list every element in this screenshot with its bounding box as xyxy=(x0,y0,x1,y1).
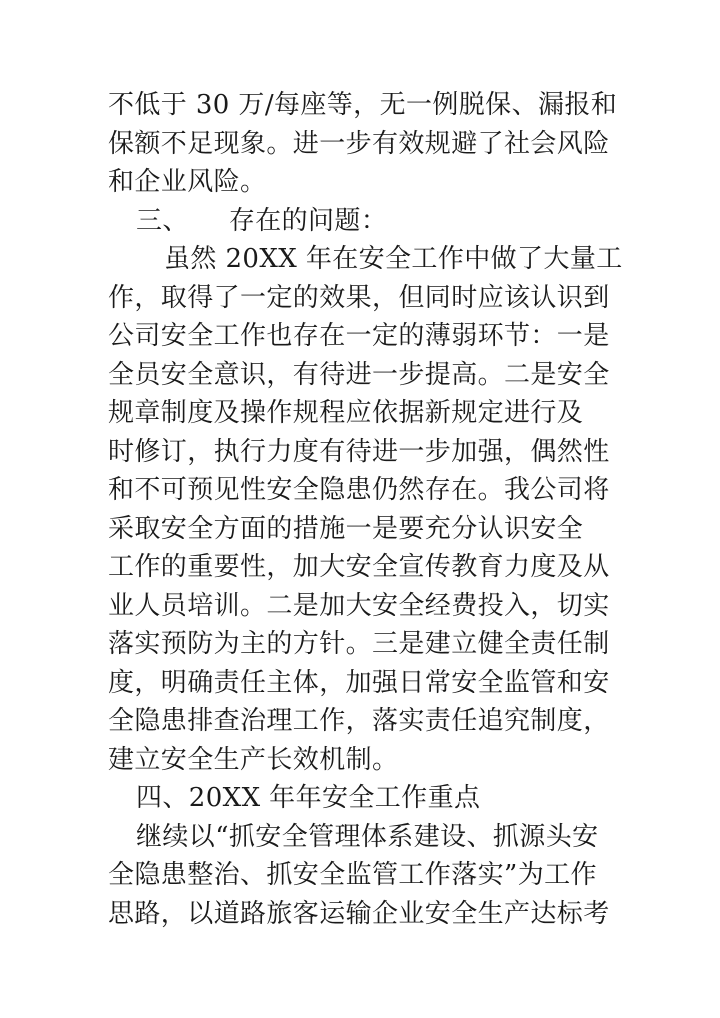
document-body xyxy=(108,86,638,933)
text-line: 采取安全方面的措施一是要充分认识安全 xyxy=(108,513,584,544)
text-line: 规章制度及操作规程应依据新规定进行及 xyxy=(108,398,584,428)
text-line: 保额不足现象。进一步有效规避了社会风险 xyxy=(108,128,610,159)
section-number: 三、 xyxy=(136,205,189,236)
section-heading-3 xyxy=(108,202,638,241)
text-line: 落实预防为主的方针。三是建立健全责任制 xyxy=(108,629,610,659)
section-heading-4: 四、20XX 年年安全工作重点 xyxy=(136,783,481,813)
text-line: 时修订，执行力度有待进一步加强，偶然性 xyxy=(108,436,610,467)
text-line: 建立安全生产长效机制。 xyxy=(108,744,399,775)
text-line: 业人员培训。二是加大安全经费投入，切实 xyxy=(108,590,610,621)
text-line: 作，取得了一定的效果，但同时应该认识到 xyxy=(108,282,610,313)
text-line: 公司安全工作也存在一定的薄弱环节：一是 xyxy=(108,321,610,351)
text-line: 全隐患排查治理工作，落实责任追究制度， xyxy=(108,706,610,736)
text-line: 和企业风险。 xyxy=(108,167,267,197)
text-line: 全员安全意识，有待进一步提高。二是安全 xyxy=(108,359,610,390)
text-line: 思路，以道路旅客运输企业安全生产达标考 xyxy=(108,898,610,929)
text-line: 和不可预见性安全隐患仍然存在。我公司将 xyxy=(108,475,610,505)
text-line: 度，明确责任主体，加强日常安全监管和安 xyxy=(108,667,610,698)
text-line: 不低于 30 万/每座等，无一例脱保、漏报和 xyxy=(108,90,618,120)
text-line: 工作的重要性，加大安全宣传教育力度及从 xyxy=(108,552,610,582)
text-line: 继续以“抓安全管理体系建设、抓源头安 xyxy=(136,821,599,852)
text-line: 虽然 20XX 年在安全工作中做了大量工 xyxy=(164,244,623,274)
text-line: 全隐患整治、抓安全监管工作落实”为工作 xyxy=(108,860,597,890)
section-title: 存在的问题： xyxy=(228,205,388,236)
